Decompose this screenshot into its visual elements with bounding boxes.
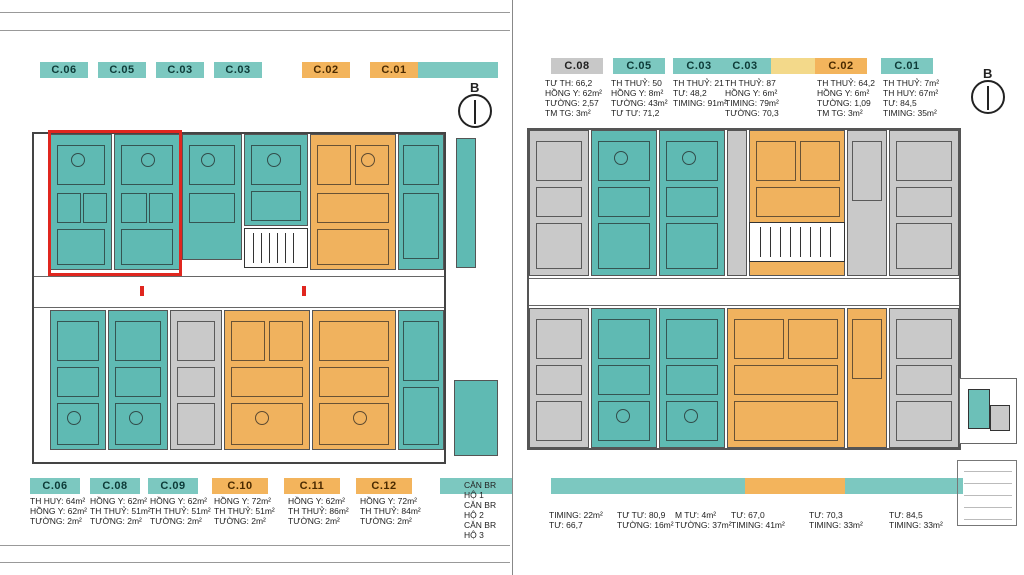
unit-code-tag: C.01 — [881, 58, 933, 74]
unit-info: TIMING: 33m² — [889, 520, 943, 530]
apartment-unit[interactable] — [50, 310, 106, 450]
apartment-unit[interactable] — [889, 130, 959, 276]
unit-code-tag: C.02 — [815, 58, 867, 74]
unit-info: TH THUỶ: 87 — [725, 78, 776, 88]
border-line — [0, 12, 510, 13]
unit-info: TIMING: 35m² — [883, 108, 937, 118]
apartment-unit[interactable] — [529, 308, 589, 448]
apartment-unit[interactable] — [889, 308, 959, 448]
unit-info: TH THUỶ: 7m² — [883, 78, 940, 88]
legend-box — [957, 460, 1017, 526]
unit-code-tag: C.05 — [98, 62, 146, 78]
floor-plan-panel-left — [0, 0, 510, 575]
unit-info: TƯỜNG: 2m² — [360, 516, 412, 526]
unit-code-tag: C.06 — [40, 62, 88, 78]
unit-info: TƯ TH: 66,2 — [545, 78, 593, 88]
unit-info: HỒNG Y: 62m² — [545, 88, 602, 98]
legend-entry: CĂN BR — [464, 520, 497, 530]
border-line — [0, 562, 510, 563]
unit-code-tag: C.08 — [551, 58, 603, 74]
apartment-unit[interactable] — [659, 308, 725, 448]
unit-info: TIMING: 33m² — [809, 520, 863, 530]
unit-info: TƯỜNG: 43m² — [611, 98, 668, 108]
north-label: B — [983, 66, 993, 81]
red-marker — [140, 286, 144, 296]
unit-info: TƯỜNG: 2m² — [150, 516, 202, 526]
annex-block — [456, 138, 476, 268]
code-strip — [745, 478, 845, 494]
unit-info: TƯ: 70,3 — [809, 510, 843, 520]
unit-info: HỒNG Y: 62m² — [90, 496, 147, 506]
unit-info: TƯ TƯ: 71,2 — [611, 108, 660, 118]
apartment-unit[interactable] — [727, 130, 747, 276]
unit-info: TH THUỶ: 86m² — [288, 506, 349, 516]
unit-code-tag: C.03 — [156, 62, 204, 78]
code-strip — [771, 58, 815, 74]
unit-info: TIMING: 79m² — [725, 98, 779, 108]
apartment-unit[interactable] — [170, 310, 222, 450]
unit-code-tag: C.11 — [284, 478, 340, 494]
unit-info: TIMING: 41m² — [731, 520, 785, 530]
unit-info: HỒNG Y: 6m² — [725, 88, 778, 98]
unit-info: TƯ: 84,5 — [883, 98, 917, 108]
code-strip — [418, 62, 498, 78]
apartment-unit[interactable] — [224, 310, 310, 450]
unit-code-tag: C.01 — [370, 62, 418, 78]
unit-info: TƯỜNG: 1,09 — [817, 98, 871, 108]
stair-core — [749, 222, 845, 262]
unit-code-tag: C.09 — [148, 478, 198, 494]
legend-entry: HỘ 1 — [464, 490, 484, 500]
unit-info: TƯỜNG: 70,3 — [725, 108, 779, 118]
unit-code-tag: C.03 — [214, 62, 262, 78]
apartment-unit[interactable] — [244, 134, 308, 226]
floor-plan-panel-right — [512, 0, 1024, 575]
unit-code-tag: C.06 — [30, 478, 80, 494]
border-line — [0, 545, 510, 546]
apartment-unit[interactable] — [591, 308, 657, 448]
unit-info: HỒNG Y: 62m² — [288, 496, 345, 506]
unit-info: TM TG: 3m² — [817, 108, 863, 118]
unit-info: HỒNG Y: 8m² — [611, 88, 664, 98]
unit-code-tag: C.08 — [90, 478, 140, 494]
north-arrow-icon — [458, 80, 492, 128]
unit-code-tag: C.03 — [719, 58, 771, 74]
apartment-unit[interactable] — [847, 130, 887, 276]
unit-info: TƯỜNG: 2,57 — [545, 98, 599, 108]
unit-info: TƯỜNG: 2m² — [30, 516, 82, 526]
annex-block — [454, 380, 498, 456]
legend-entry: HỘ 2 — [464, 510, 484, 520]
corridor — [34, 276, 444, 308]
unit-info: TƯỜNG: 2m² — [214, 516, 266, 526]
apartment-unit[interactable] — [398, 134, 444, 270]
apartment-unit[interactable] — [529, 130, 589, 276]
apartment-unit[interactable] — [398, 310, 444, 450]
unit-info: TƯ: 84,5 — [889, 510, 923, 520]
unit-info: TƯ: 67,0 — [731, 510, 765, 520]
unit-code-tag: C.03 — [673, 58, 725, 74]
unit-info: TH THUỶ: 64,2 — [817, 78, 875, 88]
north-label: B — [470, 80, 480, 95]
unit-info: HỒNG Y: 62m² — [150, 496, 207, 506]
unit-info: TH HUY: 64m² — [30, 496, 86, 506]
unit-info: TƯỜNG: 2m² — [90, 516, 142, 526]
apartment-unit[interactable] — [727, 308, 845, 448]
apartment-unit[interactable] — [108, 310, 168, 450]
apartment-unit[interactable] — [310, 134, 396, 270]
corridor — [529, 278, 959, 306]
border-line — [0, 30, 510, 31]
legend-entry: CĂN BR — [464, 480, 497, 490]
apartment-unit[interactable] — [312, 310, 396, 450]
unit-info: TƯ: 48,2 — [673, 88, 707, 98]
unit-info: TH THUỶ: 51m² — [150, 506, 211, 516]
unit-info: TƯỜNG: 2m² — [288, 516, 340, 526]
unit-code-tag: C.05 — [613, 58, 665, 74]
unit-info: HỒNG Y: 6m² — [817, 88, 870, 98]
red-marker — [302, 286, 306, 296]
unit-info: TIMING: 22m² — [549, 510, 603, 520]
unit-info: TƯ: 66,7 — [549, 520, 583, 530]
unit-info: TƯỜNG: 16m² — [617, 520, 674, 530]
selected-unit-highlight — [48, 130, 182, 276]
unit-code-tag: C.10 — [212, 478, 268, 494]
unit-info: M TƯ: 4m² — [675, 510, 717, 520]
unit-info: TIMING: 91m² — [673, 98, 727, 108]
apartment-unit[interactable] — [659, 130, 725, 276]
apartment-unit[interactable] — [182, 134, 242, 260]
legend-entry: CĂN BR — [464, 500, 497, 510]
stair-core — [244, 228, 308, 268]
unit-code-tag: C.12 — [356, 478, 412, 494]
unit-info: TH HUY: 67m² — [883, 88, 939, 98]
unit-info: TH THUỶ: 21 — [673, 78, 724, 88]
north-arrow-icon — [971, 66, 1005, 114]
unit-code-tag: C.02 — [302, 62, 350, 78]
unit-info: HỒNG Y: 72m² — [214, 496, 271, 506]
site-key-map — [959, 378, 1017, 444]
unit-info: TH THUỶ: 51m² — [90, 506, 151, 516]
unit-info: TƯ TƯ: 80,9 — [617, 510, 666, 520]
apartment-unit[interactable] — [847, 308, 887, 448]
unit-info: TƯỜNG: 37m² — [675, 520, 732, 530]
unit-info: TH THUỶ: 50 — [611, 78, 662, 88]
unit-info: HỒNG Y: 62m² — [30, 506, 87, 516]
apartment-unit[interactable] — [591, 130, 657, 276]
unit-info: HỒNG Y: 72m² — [360, 496, 417, 506]
unit-info: TM TG: 3m² — [545, 108, 591, 118]
unit-info: TH THUỶ: 51m² — [214, 506, 275, 516]
legend-entry: HỘ 3 — [464, 530, 484, 540]
unit-info: TH THUỶ: 84m² — [360, 506, 421, 516]
